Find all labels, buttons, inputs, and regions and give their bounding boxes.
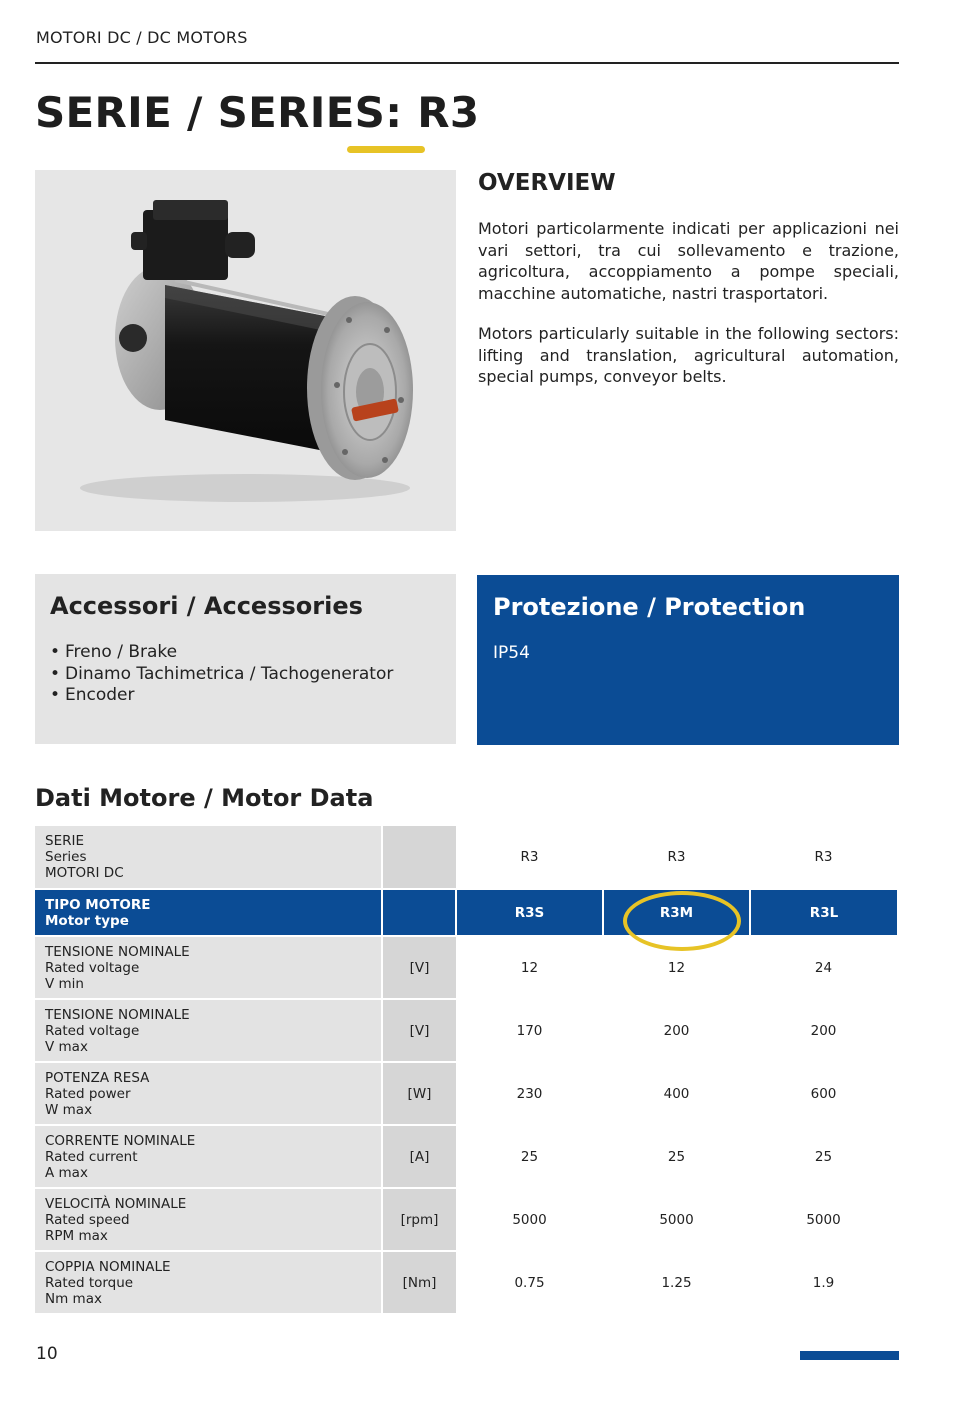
motor-data-table — [35, 826, 897, 1315]
row-label-line: MOTORI DC — [45, 865, 124, 881]
row-unit: [V] — [382, 999, 456, 1062]
value-cell: 1.25 — [603, 1251, 750, 1314]
value-cell: 5000 — [603, 1188, 750, 1251]
row-label — [35, 1251, 382, 1314]
value-cell: 12 — [603, 936, 750, 999]
row-label-line: POTENZA RESA — [45, 1069, 150, 1086]
row-label-line: SERIE — [45, 833, 84, 849]
row-unit: [rpm] — [382, 1188, 456, 1251]
value-cell: R3 — [603, 826, 750, 889]
header-rule — [35, 62, 899, 64]
accessory-item: • Dinamo Tachimetrica / Tachogenerator — [50, 664, 393, 686]
row-unit: [A] — [382, 1125, 456, 1188]
table-row — [35, 826, 897, 889]
value-cell: 0.75 — [456, 1251, 603, 1314]
row-unit — [382, 889, 456, 936]
row-label-line: V min — [45, 975, 84, 992]
row-unit: [Nm] — [382, 1251, 456, 1314]
row-label-line: W max — [45, 1101, 93, 1118]
title-prefix: SERIE / SERIES: — [35, 88, 418, 137]
footer-accent-bar — [800, 1351, 899, 1360]
row-label-line: Rated voltage — [45, 959, 140, 976]
value-cell: 170 — [456, 999, 603, 1062]
table-row — [35, 889, 897, 936]
row-label-line: Rated current — [45, 1148, 138, 1165]
accessories-list — [50, 642, 393, 707]
row-label-line: VELOCITÀ NOMINALE — [45, 1195, 187, 1212]
row-label — [35, 1062, 382, 1125]
row-label-line: TENSIONE NOMINALE — [45, 943, 190, 960]
row-label — [35, 1125, 382, 1188]
value-cell: 400 — [603, 1062, 750, 1125]
value-cell: 25 — [603, 1125, 750, 1188]
page-number: 10 — [36, 1344, 58, 1364]
motor-data-heading: Dati Motore / Motor Data — [35, 784, 374, 812]
row-label-line: TIPO MOTORE — [45, 896, 151, 913]
value-cell: 1.9 — [750, 1251, 897, 1314]
table-row — [35, 999, 897, 1062]
row-label-line: COPPIA NOMINALE — [45, 1258, 171, 1275]
row-unit — [382, 826, 456, 889]
row-label-line: Rated power — [45, 1085, 131, 1102]
title-series: R3 — [417, 88, 480, 137]
value-cell: 200 — [603, 999, 750, 1062]
value-cell: 25 — [750, 1125, 897, 1188]
overview-text-english: Motors particularly suitable in the following sectors: lifting and translation, agricultural automation, special pumps, conveyor belts. — [478, 324, 899, 386]
protection-panel — [477, 575, 899, 745]
table-row — [35, 1251, 897, 1314]
overview-heading: OVERVIEW — [478, 170, 616, 196]
row-label-line: Nm max — [45, 1290, 102, 1307]
row-label-line: Rated torque — [45, 1274, 134, 1291]
dc-motor-illustration — [35, 170, 456, 531]
value-cell: 12 — [456, 936, 603, 999]
value-cell: 200 — [750, 999, 897, 1062]
table-row — [35, 1125, 897, 1188]
accessory-item: • Freno / Brake — [50, 642, 393, 664]
row-label-line: TENSIONE NOMINALE — [45, 1006, 190, 1023]
page-title — [35, 88, 479, 137]
row-label-line: Motor type — [45, 912, 129, 929]
accessories-panel — [35, 574, 456, 744]
title-accent-underline — [347, 146, 425, 153]
row-label — [35, 889, 382, 936]
protection-heading: Protezione / Protection — [493, 593, 806, 621]
value-cell: 5000 — [456, 1188, 603, 1251]
row-unit: [V] — [382, 936, 456, 999]
accessory-item: • Encoder — [50, 685, 393, 707]
protection-rating: IP54 — [493, 643, 530, 663]
row-label-line: V max — [45, 1038, 88, 1055]
value-cell: 600 — [750, 1062, 897, 1125]
value-cell: 230 — [456, 1062, 603, 1125]
row-label-line: Rated voltage — [45, 1022, 140, 1039]
value-cell: R3M — [603, 889, 750, 936]
value-cell: 24 — [750, 936, 897, 999]
row-unit: [W] — [382, 1062, 456, 1125]
value-cell: 25 — [456, 1125, 603, 1188]
row-label-line: Rated speed — [45, 1211, 130, 1228]
table-row — [35, 936, 897, 999]
row-label-line: CORRENTE NOMINALE — [45, 1132, 196, 1149]
section-header: MOTORI DC / DC MOTORS — [36, 28, 248, 47]
row-label-line: Series — [45, 849, 87, 865]
row-label — [35, 1188, 382, 1251]
value-cell: R3 — [456, 826, 603, 889]
value-cell: 5000 — [750, 1188, 897, 1251]
row-label-line: A max — [45, 1164, 88, 1181]
row-label — [35, 826, 382, 889]
value-cell: R3S — [456, 889, 603, 936]
highlight-circle-annotation — [623, 891, 741, 951]
value-cell: R3L — [750, 889, 897, 936]
value-cell: R3 — [750, 826, 897, 889]
motor-photo — [35, 170, 456, 531]
accessories-heading: Accessori / Accessories — [50, 592, 363, 620]
table-row — [35, 1188, 897, 1251]
row-label — [35, 999, 382, 1062]
table-row — [35, 1062, 897, 1125]
row-label-line: RPM max — [45, 1227, 108, 1244]
row-label — [35, 936, 382, 999]
overview-text-italian: Motori particolarmente indicati per applicazioni nei vari settori, tra cui sollevamento e trazione, agricoltura, accoppiamento a pompe speciali, macchine automatiche, nastri trasportatori. — [478, 219, 899, 303]
